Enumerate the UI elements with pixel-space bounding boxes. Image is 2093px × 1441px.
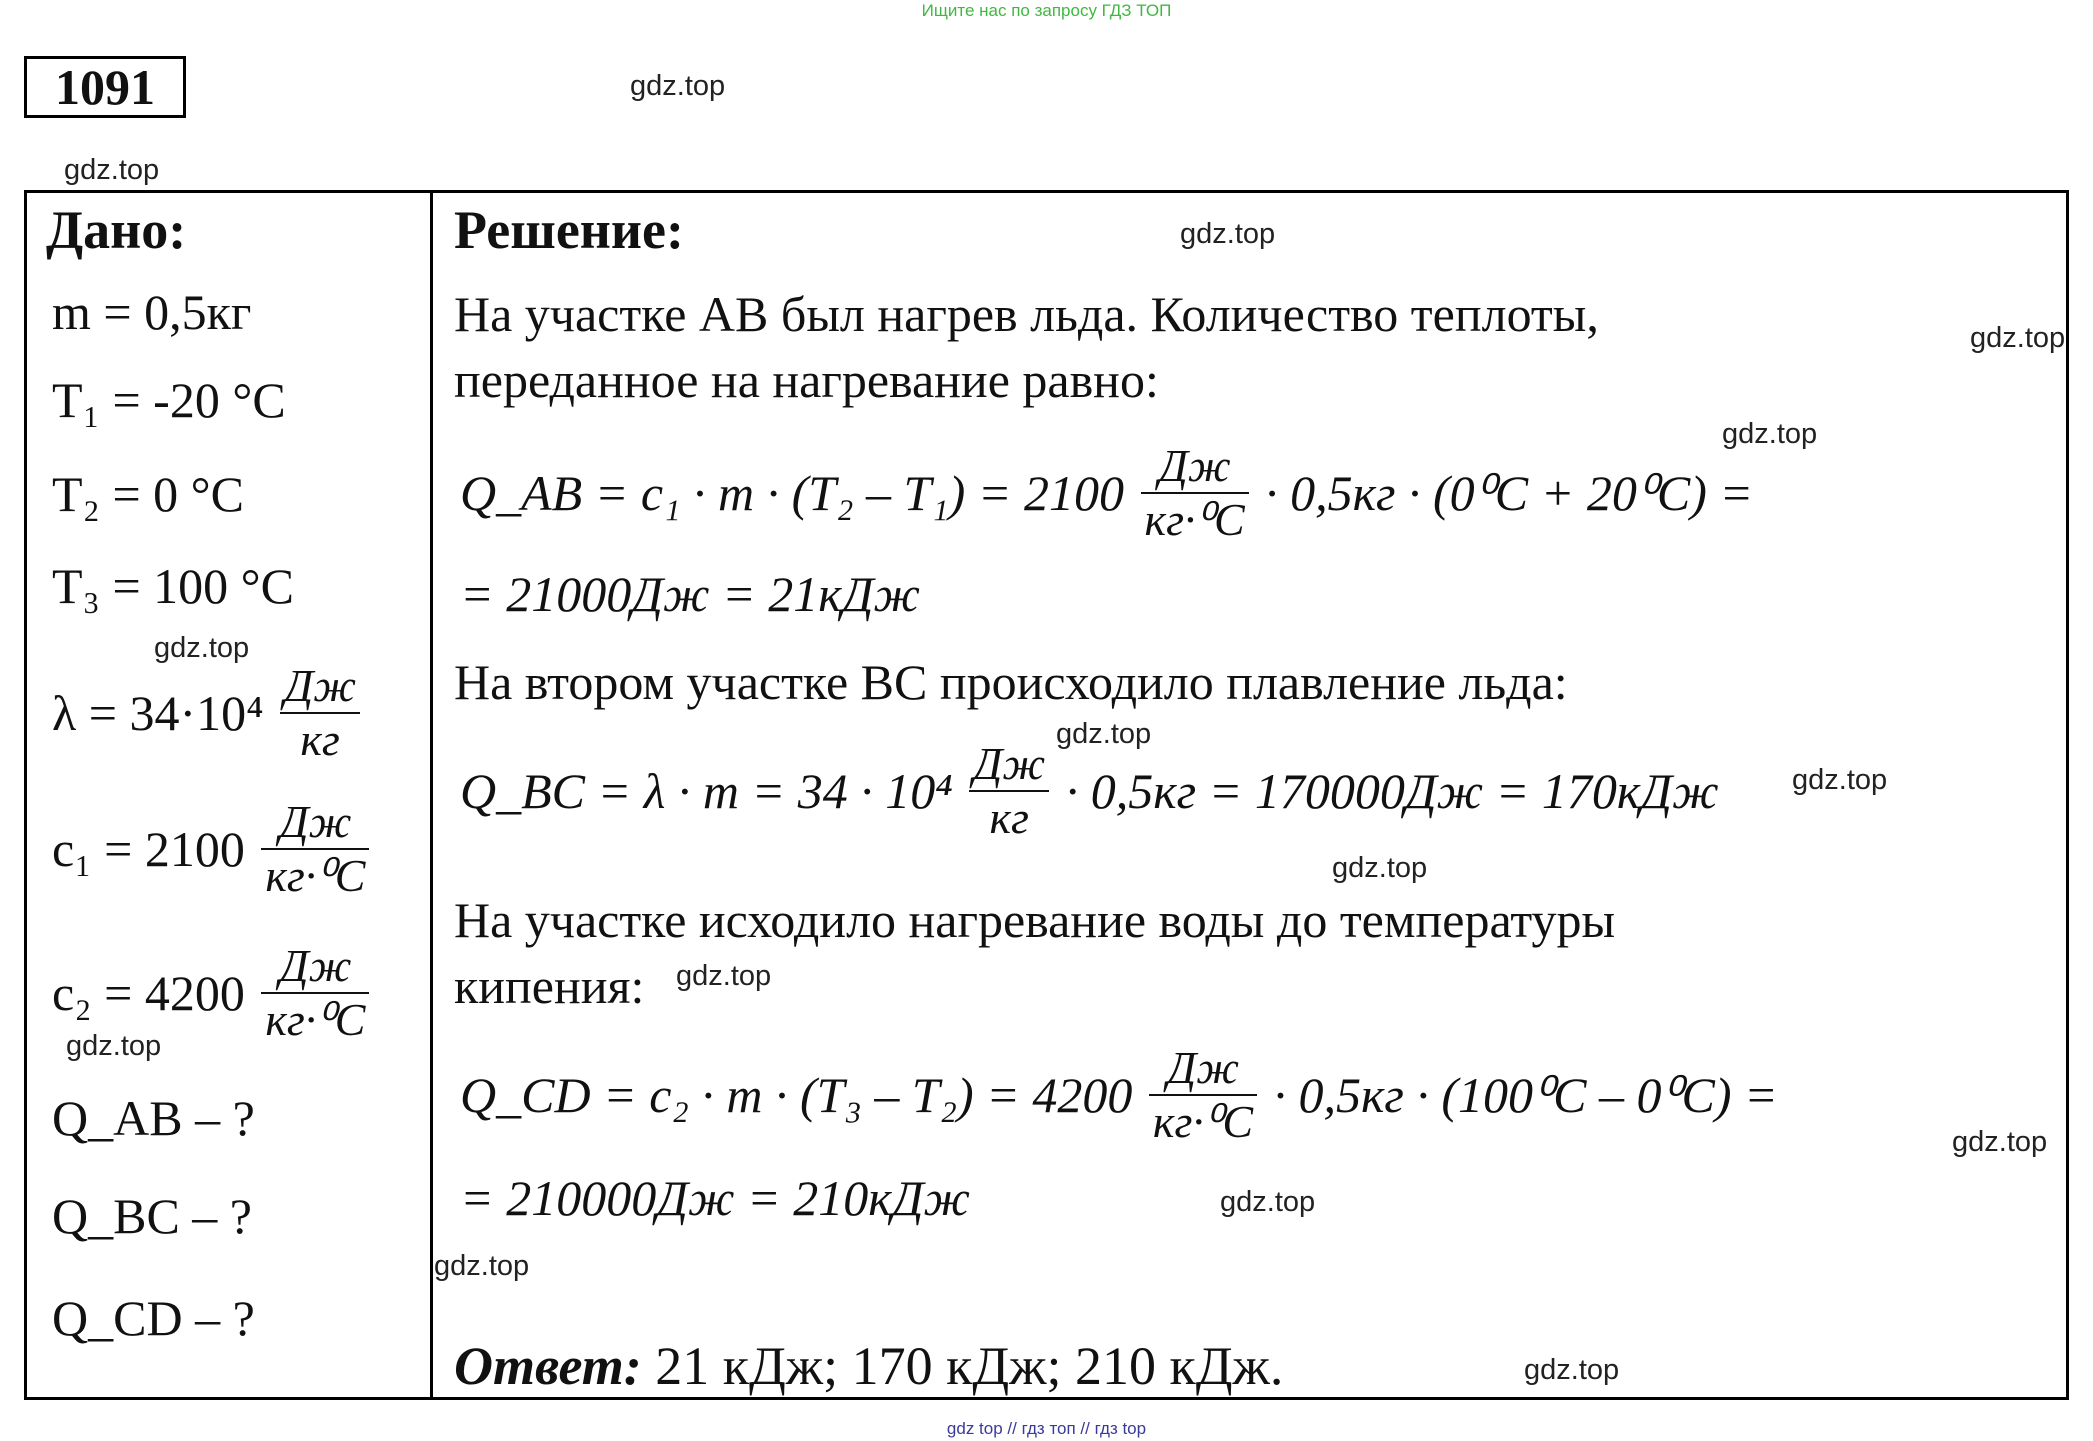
- formula-qbc-unit: [969, 738, 1049, 844]
- formula-qbc: [460, 738, 1719, 844]
- watermark: gdz.top: [66, 1030, 162, 1062]
- given-lambda-unit: [280, 660, 360, 766]
- unit-numerator: Дж: [1149, 1042, 1257, 1096]
- formula-qab-result: = 21000Дж = 21кДж: [460, 566, 921, 622]
- watermark: gdz.top: [1180, 218, 1276, 250]
- formula-qcd-right: · 0,5кг · (100⁰C – 0⁰C) =: [1273, 1067, 1778, 1123]
- formula-qcd-result: = 210000Дж = 210кДж: [460, 1170, 971, 1226]
- unit-denominator: кг·⁰C: [1144, 494, 1245, 545]
- given-t2: T₂ = 0 °C: [52, 466, 245, 522]
- watermark: gdz.top: [154, 632, 250, 664]
- given-header: Дано:: [46, 200, 187, 260]
- unknown-qab: Q_AB – ?: [52, 1090, 255, 1146]
- formula-qbc-left: Q_BC = λ · m = 34 · 10⁴: [460, 763, 953, 819]
- answer-value: 21 кДж; 170 кДж; 210 кДж.: [655, 1336, 1284, 1396]
- column-divider: [430, 190, 433, 1400]
- unknown-qcd: Q_CD – ?: [52, 1290, 255, 1346]
- unknown-qbc: Q_BC – ?: [52, 1188, 252, 1244]
- formula-qbc-right: · 0,5кг = 170000Дж = 170кДж: [1065, 763, 1719, 819]
- formula-qcd: [460, 1042, 1778, 1148]
- given-t3: T₃ = 100 °C: [52, 558, 295, 614]
- unit-denominator: кг: [989, 792, 1029, 843]
- given-c2-unit: [261, 940, 369, 1046]
- unit-denominator: кг·⁰C: [265, 994, 366, 1045]
- formula-qab-left: Q_AB = c₁ · m · (T₂ – T₁) = 2100: [460, 465, 1125, 521]
- watermark: gdz.top: [1220, 1186, 1316, 1218]
- unit-numerator: Дж: [1141, 440, 1249, 494]
- watermark: gdz.top: [1970, 322, 2066, 354]
- formula-qcd-unit: [1149, 1042, 1257, 1148]
- given-c2: [52, 940, 373, 1046]
- answer: [454, 1336, 1283, 1396]
- watermark: gdz.top: [1952, 1126, 2048, 1158]
- paragraph-ab-line2: переданное на нагревание равно:: [454, 352, 1159, 408]
- watermark: gdz.top: [676, 960, 772, 992]
- unit-numerator: Дж: [261, 796, 369, 850]
- formula-qcd-left: Q_CD = c₂ · m · (T₃ – T₂) = 4200: [460, 1067, 1133, 1123]
- answer-label: Ответ:: [454, 1336, 642, 1396]
- watermark: gdz.top: [630, 70, 726, 102]
- paragraph-ab-line1: На участке АВ был нагрев льда. Количество теплоты,: [454, 286, 1599, 342]
- unit-numerator: Дж: [261, 940, 369, 994]
- watermark: gdz.top: [1722, 418, 1818, 450]
- given-c1-unit: [261, 796, 369, 902]
- given-mass: m = 0,5кг: [52, 284, 252, 340]
- unit-denominator: кг·⁰C: [265, 850, 366, 901]
- unit-numerator: Дж: [969, 738, 1049, 792]
- paragraph-cd-line1: На участке исходило нагревание воды до температуры: [454, 892, 1616, 948]
- paragraph-bc: На втором участке ВС происходило плавление льда:: [454, 654, 1568, 710]
- watermark: gdz.top: [64, 154, 160, 186]
- given-t1: T₁ = -20 °C: [52, 372, 286, 428]
- watermark: gdz.top: [1792, 764, 1888, 796]
- problem-number: 1091: [24, 56, 186, 118]
- watermark: gdz.top: [1332, 852, 1428, 884]
- unit-denominator: кг·⁰C: [1152, 1096, 1254, 1147]
- bottom-links[interactable]: gdz top // гдз топ // гдз top: [946, 1419, 1147, 1438]
- formula-qab-unit: [1141, 440, 1249, 546]
- watermark: gdz.top: [434, 1250, 530, 1282]
- paragraph-cd-line2: кипения:: [454, 958, 645, 1014]
- watermark: gdz.top: [1524, 1354, 1620, 1386]
- watermark: gdz.top: [1056, 718, 1152, 750]
- given-lambda: [52, 660, 364, 766]
- given-lambda-value: λ = 34·10⁴: [52, 685, 264, 741]
- unit-numerator: Дж: [280, 660, 360, 714]
- formula-qab: [460, 440, 1753, 546]
- given-c1-value: c₁ = 2100: [52, 821, 245, 877]
- unit-denominator: кг: [300, 714, 340, 765]
- given-c1: [52, 796, 373, 902]
- given-c2-value: c₂ = 4200: [52, 965, 245, 1021]
- solution-header: Решение:: [454, 200, 684, 260]
- formula-qab-right: · 0,5кг · (0⁰C + 20⁰C) =: [1265, 465, 1754, 521]
- top-banner: Ищите нас по запросу ГДЗ ТОП: [921, 1, 1172, 20]
